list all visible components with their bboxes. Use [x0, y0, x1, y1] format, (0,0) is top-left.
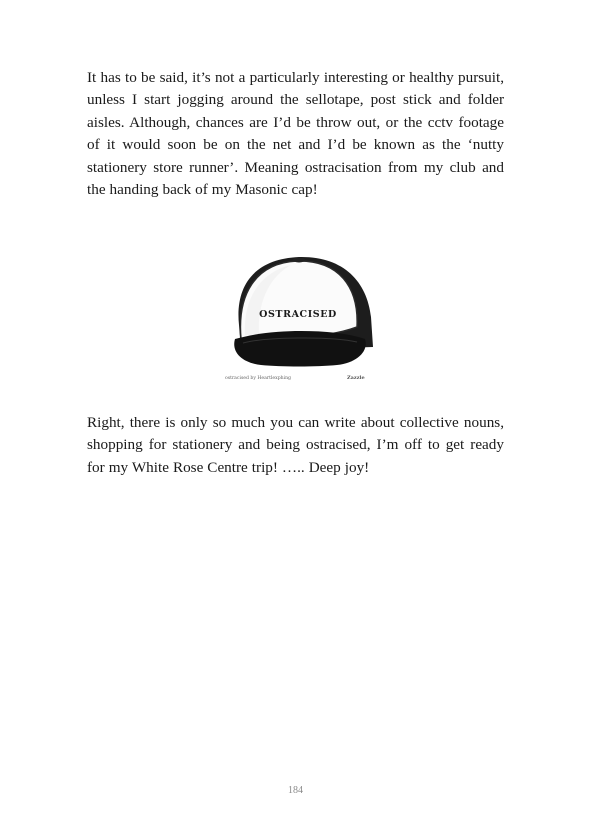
cap-illustration — [221, 247, 378, 385]
cap-brim — [234, 331, 366, 367]
cap-button — [293, 258, 305, 263]
cap-text: OSTRACISED — [259, 309, 337, 320]
trucker-cap-image — [221, 247, 378, 385]
image-caption-right: Zazzle — [347, 375, 365, 381]
image-caption-left: ostracised by Heartlexphing — [225, 376, 291, 381]
page-number: 184 — [288, 785, 303, 796]
paragraph-2: Right, there is only so much you can write about collective nouns, shopping for stationery and being ostracised, I’m off to get ready for my White Rose Centre trip! ….. Deep joy! — [87, 414, 504, 476]
paragraph-1: It has to be said, it’s not a particularly interesting or healthy pursuit, unless I start jogging around the sellotape, post stick and folder aisles. Although, chances are I’d be throw out, or the cctv footage of it would soon be on the net and I’d be known as the ‘nutty stationery store runner’. Meaning ostracisation from my club and the handing back of my Masonic cap! — [87, 69, 504, 199]
